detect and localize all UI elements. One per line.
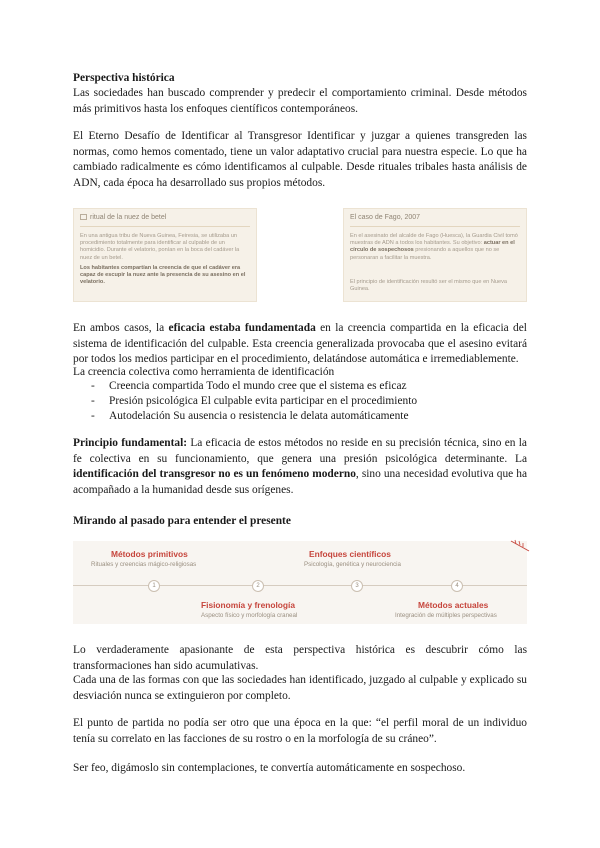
timeline-subtitle: Aspecto físico y morfología craneal [201,612,298,619]
image-text: El principio de identificación resultó ser el mismo que en Nueva Guinea. [350,279,508,293]
image-caption: ritual de la nuez de betel [80,214,166,221]
divider [80,226,250,227]
image-text: En el asesinato del alcalde de Fago (Huesca), la Guardia Civil tomó muestras de ADN a todos los habitantes. Su objetivo: actuar en el círculo de sospechosos presionando a aquellos que no se personaran a facilitar la muestra. [350,233,518,261]
section-heading: Perspectiva histórica [73,72,175,84]
list-item: Creencia compartida Todo el mundo cree que el sistema es eficaz [109,380,407,392]
timeline-node: 3 [351,580,363,592]
timeline-subtitle: Rituales y creencias mágico-religiosas [91,561,197,568]
timeline-title: Métodos primitivos [111,549,188,559]
image-ritual-betel [73,208,257,302]
paragraph: Ser feo, digámoslo sin contemplaciones, te convertía automáticamente en sospechoso. [73,762,466,774]
timeline-node: 4 [451,580,463,592]
paragraph: El Eterno Desafío de Identificar al Transgresor Identificar y juzgar a quienes transgreden las normas, como hemos comentado, tiene un valor adaptativo crucial para nuestra especie. Lo que ha cambiado radicalmente es cómo identificamos al culpable. Desde rituales tribales hasta análisis de ADN, cada época ha desarrollado sus propios métodos. [73,130,527,189]
bullet-dash: - [91,380,95,392]
list-item: Autodelación Su ausencia o resistencia le delata automáticamente [109,410,409,422]
corner-decoration-icon [509,539,531,557]
timeline-node: 1 [148,580,160,592]
image-caption: El caso de Fago, 2007 [350,214,421,221]
bullet-dash: - [91,395,95,407]
paragraph: En ambos casos, la eficacia estaba fundamentada en la creencia compartida en la eficacia del sistema de identificación del culpable. Esta creencia generalizada provocaba que el asesino evitará por todos los medios participar en el procedimiento, delatándose automática e irremediablemente. [73,322,527,365]
list-item: Presión psicológica El culpable evita participar en el procedimiento [109,395,418,407]
timeline-heading: Mirando al pasado para entender el presente [73,515,291,527]
list-intro: La creencia colectiva como herramienta de identificación [73,366,335,378]
principle-paragraph: Principio fundamental: La eficacia de estos métodos no reside en su precisión técnica, sino en la fe colectiva en su funcionamiento, que genera una presión psicológica determinante. La identificación del transgresor no es un fenómeno moderno, sino una necesidad evolutiva que ha acompañado a la humanidad desde sus orígenes. [73,437,527,496]
paragraph: Lo verdaderamente apasionante de esta perspectiva histórica es descubrir cómo las transformaciones han sido acumulativas. [73,644,527,672]
timeline-title: Enfoques científicos [309,549,391,559]
timeline-title: Métodos actuales [418,600,489,610]
paragraph: Cada una de las formas con que las sociedades han identificado, juzgado al culpable y explicado su desviación nunca se extinguieron por completo. [73,674,527,702]
timeline-title: Fisionomía y frenología [201,600,295,610]
timeline-subtitle: Integración de múltiples perspectivas [395,612,497,619]
image-text-bold: Los habitantes compartían la creencia de que el cadáver era capaz de escupir la nuez ante la presencia de su asesino en el velatorio. [80,265,246,286]
image-text: En una antigua tribu de Nueva Guinea, Feiresia, se utilizaba un procedimiento totalmente para identificar al culpable de un homicidio. Durante el velatorio, ponían en la boca del cadáver la nuez de un betel. [80,233,240,261]
timeline-node: 2 [252,580,264,592]
square-icon [80,214,87,220]
divider [350,226,520,227]
paragraph: El punto de partida no podía ser otro que una época en la que: “el perfil moral de un individuo tenía su correlato en las facciones de su rostro o en la morfología de su cráneo”. [73,717,527,745]
bullet-dash: - [91,410,95,422]
paragraph: Las sociedades han buscado comprender y predecir el comportamiento criminal. Desde métodos más primitivos hasta los enfoques científicos contemporáneos. [73,87,527,115]
timeline-subtitle: Psicología, genética y neurociencia [304,561,401,568]
image-caso-fago [343,208,527,302]
timeline-graphic [73,541,527,624]
